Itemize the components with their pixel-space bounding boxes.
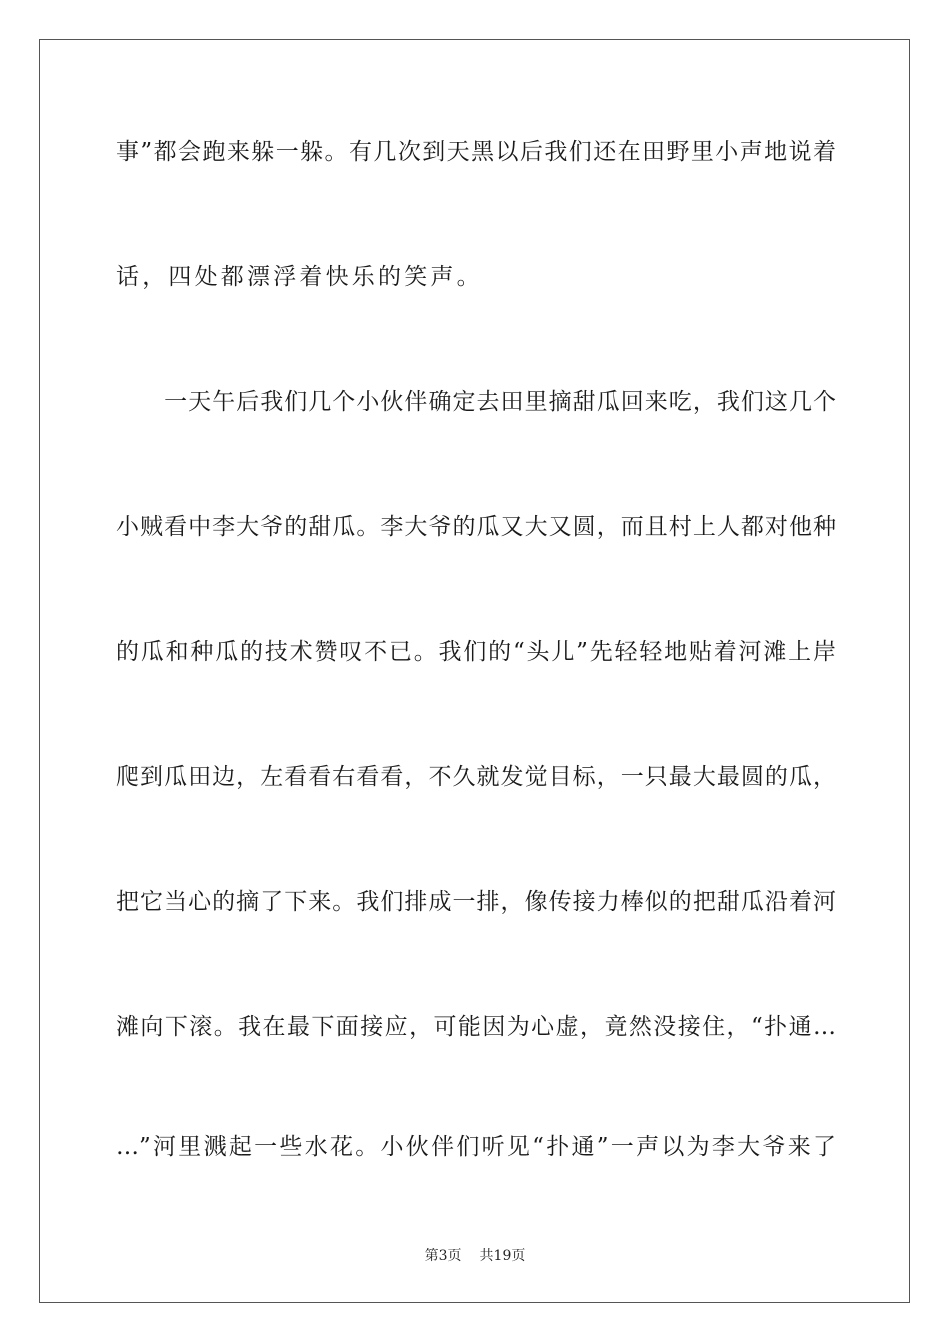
body-line: 爬到瓜田边，左看看右看看，不久就发觉目标，一只最大最圆的瓜，	[116, 764, 836, 790]
body-line: …”河里溅起一些水花。小伙伴们听见“扑通”一声以为李大爷来了	[116, 1134, 836, 1160]
body-line: 一天午后我们几个小伙伴确定去田里摘甜瓜回来吃，我们这几个	[116, 389, 836, 415]
body-line: 的瓜和种瓜的技术赞叹不已。我们的“头儿”先轻轻地贴着河滩上岸	[116, 639, 836, 665]
page-total: 共19页	[479, 1248, 526, 1264]
page-border	[39, 39, 910, 1303]
body-line: 把它当心的摘了下来。我们排成一排，像传接力棒似的把甜瓜沿着河	[116, 889, 836, 915]
body-line: 话，四处都漂浮着快乐的笑声。	[116, 264, 483, 290]
body-line: 小贼看中李大爷的甜瓜。李大爷的瓜又大又圆，而且村上人都对他种	[116, 514, 836, 540]
page-number: 第3页	[424, 1248, 462, 1264]
body-line: 滩向下滚。我在最下面接应，可能因为心虚，竟然没接住，“扑通…	[116, 1014, 836, 1040]
page-footer	[0, 1247, 950, 1265]
body-line: 事”都会跑来躲一躲。有几次到天黑以后我们还在田野里小声地说着	[116, 139, 836, 165]
